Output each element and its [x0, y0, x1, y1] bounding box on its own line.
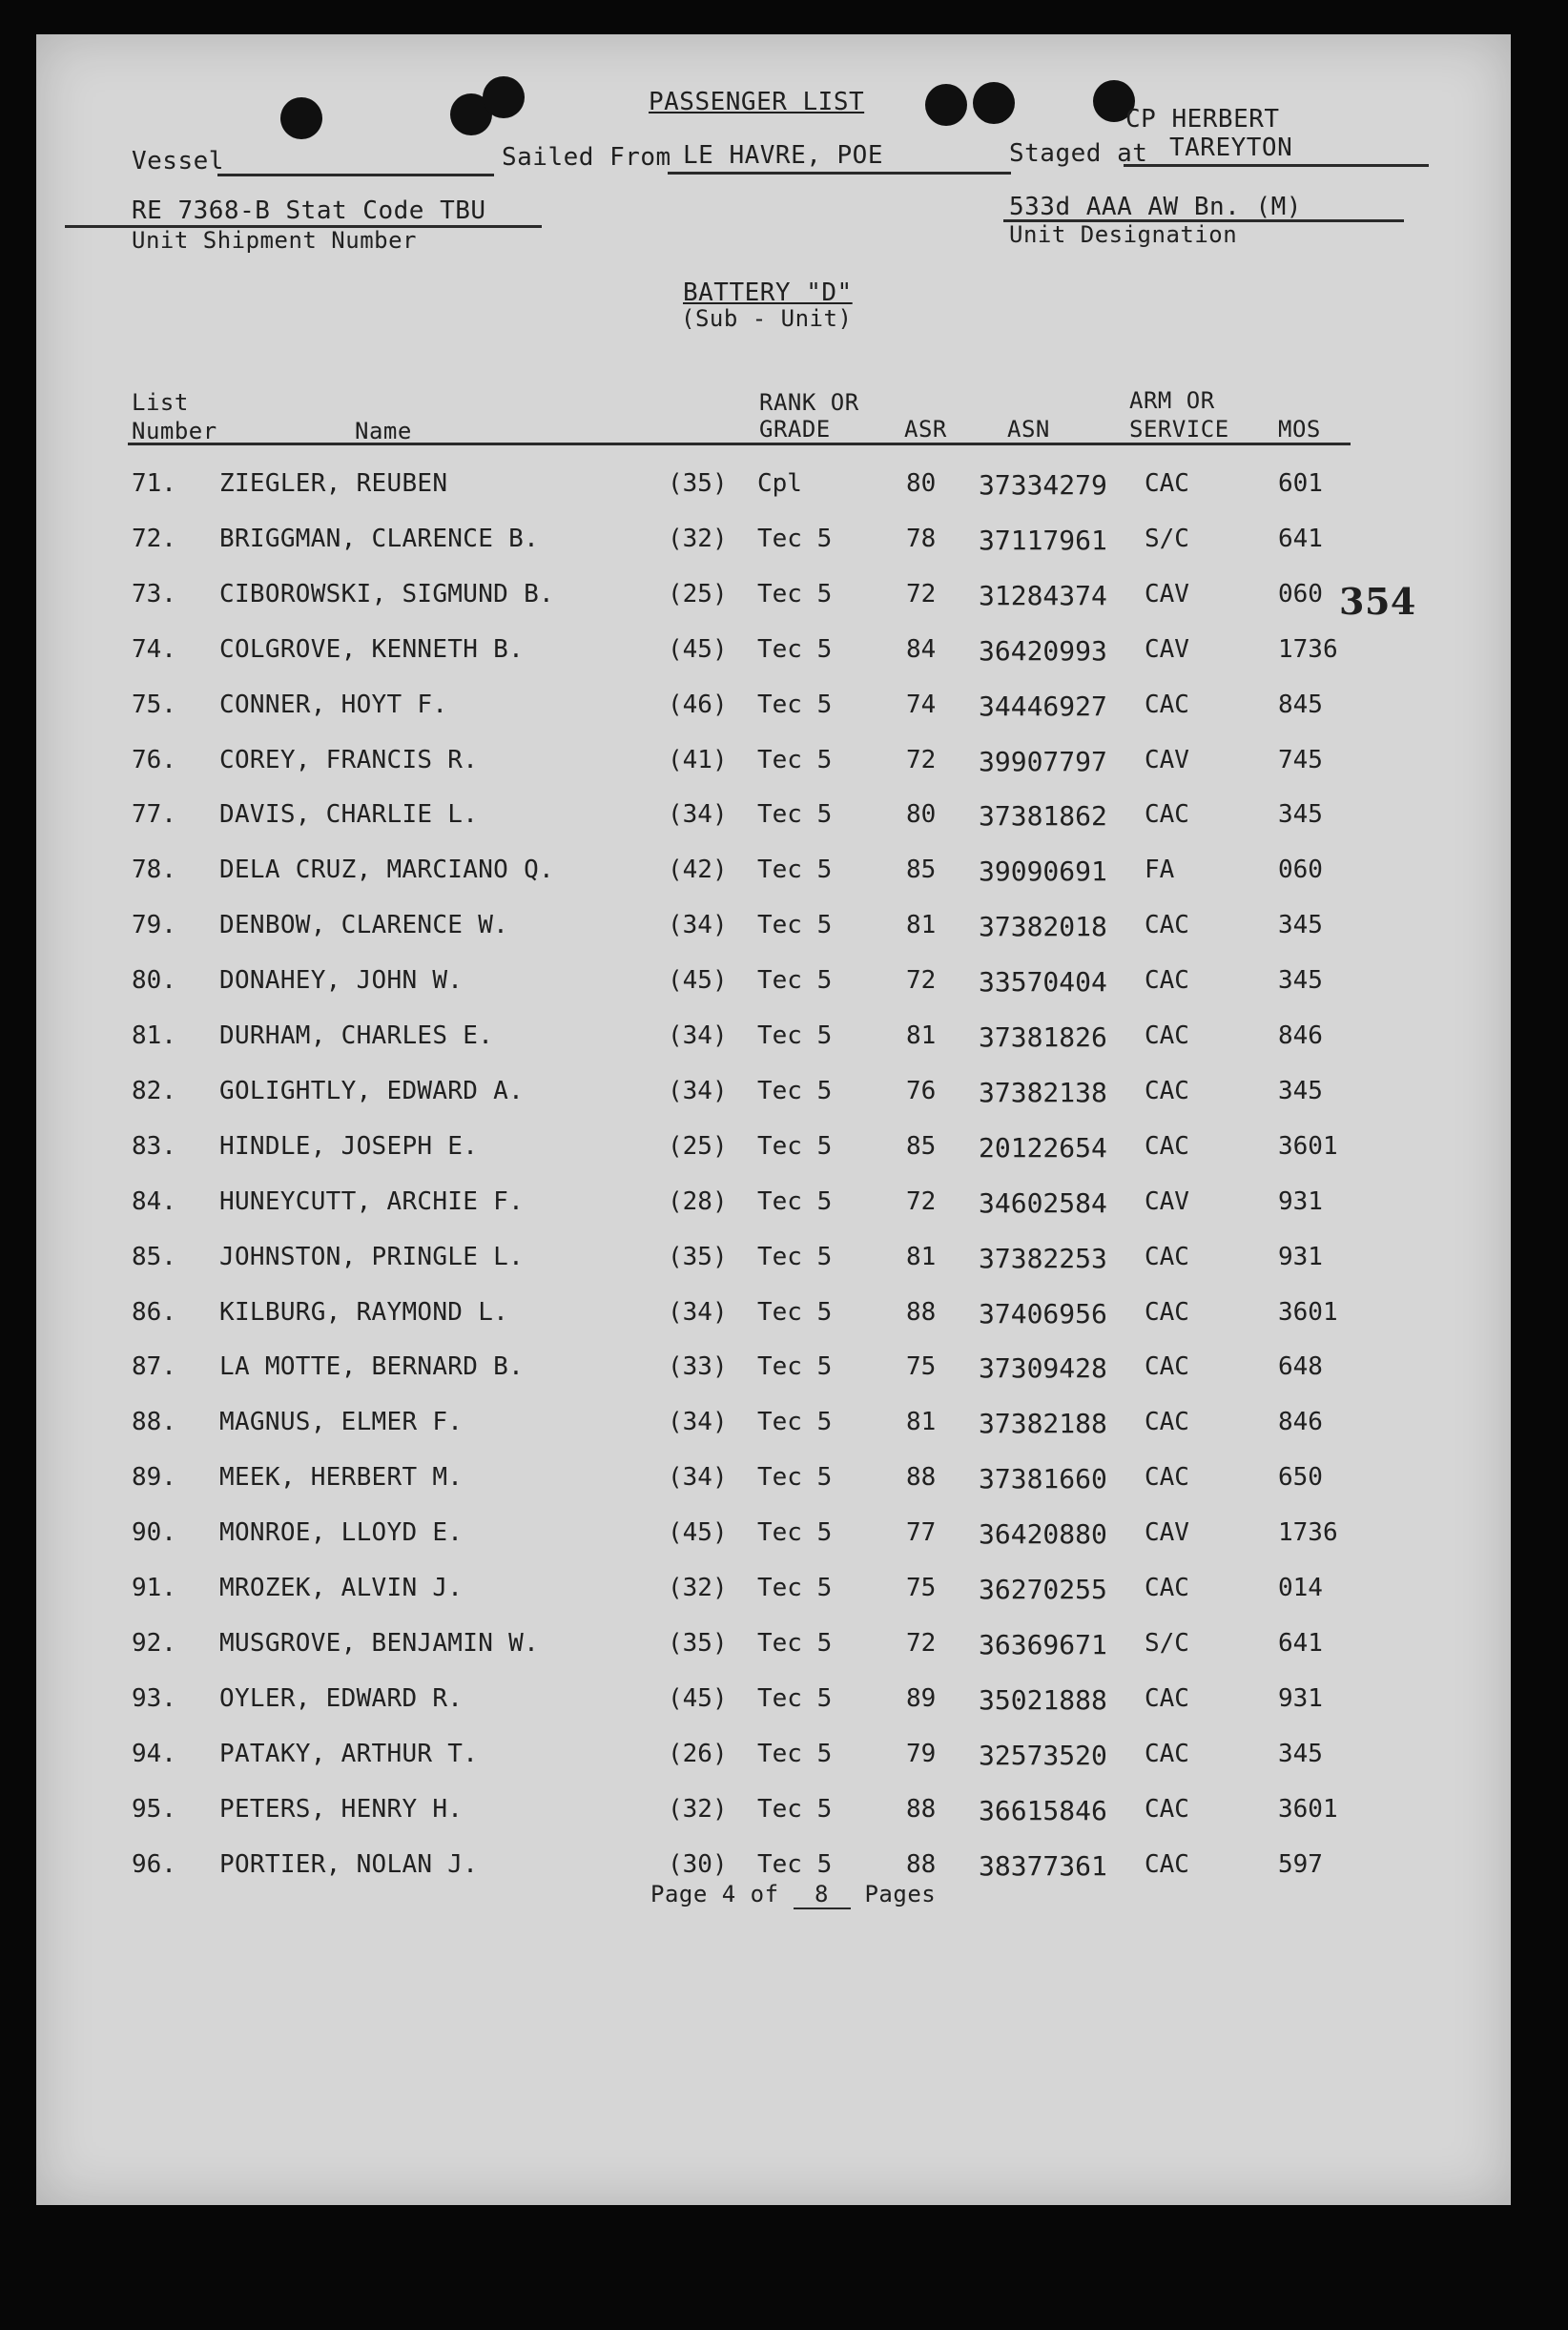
- arm-or-service: CAV: [1145, 1518, 1189, 1548]
- army-serial-number: 37381862: [979, 800, 1107, 833]
- asr-score: 89: [906, 1683, 937, 1713]
- passenger-name: ZIEGLER, REUBEN: [219, 469, 448, 498]
- rank-grade: Tec 5: [757, 1849, 833, 1879]
- list-number: 92.: [132, 1628, 176, 1658]
- age-code: (28): [668, 1186, 728, 1216]
- age-code: (45): [668, 634, 728, 664]
- passenger-name: PETERS, HENRY H.: [219, 1794, 464, 1824]
- table-row: [36, 1518, 1511, 1557]
- col-header-asr: ASR: [904, 416, 947, 443]
- staged-at-label: Staged at: [1009, 139, 1148, 168]
- of-label: of: [750, 1881, 779, 1907]
- age-code: (34): [668, 1021, 728, 1050]
- list-number: 79.: [132, 911, 176, 940]
- army-serial-number: 36270255: [979, 1574, 1107, 1605]
- age-code: (45): [668, 1518, 728, 1548]
- sailed-from-value: LE HAVRE, POE: [683, 141, 883, 170]
- list-number: 95.: [132, 1794, 176, 1824]
- unit-designation-value: 533d AAA AW Bn. (M): [1009, 193, 1302, 221]
- rank-grade: Tec 5: [757, 1297, 833, 1327]
- list-number: 96.: [132, 1849, 176, 1879]
- list-number: 82.: [132, 1076, 176, 1105]
- age-code: (46): [668, 690, 728, 719]
- table-row: [36, 966, 1511, 1004]
- unit-designation-label: Unit Designation: [1009, 221, 1238, 248]
- army-serial-number: 36420880: [979, 1518, 1107, 1551]
- mos-code: 931: [1278, 1683, 1323, 1713]
- mos-code: 1736: [1278, 1518, 1338, 1548]
- arm-or-service: CAC: [1145, 1021, 1189, 1050]
- age-code: (35): [668, 469, 728, 498]
- age-code: (25): [668, 579, 728, 608]
- asr-score: 79: [906, 1739, 937, 1768]
- army-serial-number: 37382253: [979, 1242, 1107, 1274]
- sailed-from-label: Sailed From: [502, 143, 671, 172]
- passenger-name: KILBURG, RAYMOND L.: [219, 1297, 509, 1327]
- rank-grade: Tec 5: [757, 1408, 833, 1437]
- table-row: [36, 1684, 1511, 1722]
- table-row: [36, 1408, 1511, 1446]
- mos-code: 650: [1278, 1463, 1323, 1493]
- page-label: Page: [650, 1881, 708, 1907]
- rank-grade: Tec 5: [757, 690, 833, 719]
- arm-or-service: CAC: [1145, 1463, 1189, 1493]
- list-number: 93.: [132, 1683, 176, 1713]
- rank-grade: Tec 5: [757, 634, 833, 664]
- passenger-name: GOLIGHTLY, EDWARD A.: [219, 1076, 525, 1105]
- rank-grade: Tec 5: [757, 1739, 833, 1768]
- passenger-name: BRIGGMAN, CLARENCE B.: [219, 524, 540, 553]
- army-serial-number: 36420993: [979, 634, 1107, 667]
- passenger-name: MUSGROVE, BENJAMIN W.: [219, 1628, 540, 1658]
- mos-code: 641: [1278, 524, 1323, 553]
- mos-code: 3601: [1278, 1297, 1338, 1327]
- table-row: [36, 1021, 1511, 1060]
- col-header-rank: RANK OR: [759, 389, 859, 416]
- army-serial-number: 35021888: [979, 1683, 1107, 1716]
- table-row: [36, 1077, 1511, 1115]
- mos-code: 345: [1278, 800, 1323, 830]
- arm-or-service: CAC: [1145, 1242, 1189, 1271]
- asr-score: 84: [906, 634, 937, 664]
- mos-code: 060: [1278, 856, 1323, 885]
- table-row: [36, 1574, 1511, 1612]
- passenger-name: COREY, FRANCIS R.: [219, 745, 479, 774]
- arm-or-service: CAC: [1145, 469, 1189, 498]
- age-code: (32): [668, 1794, 728, 1824]
- passenger-name: CIBOROWSKI, SIGMUND B.: [219, 579, 554, 608]
- age-code: (34): [668, 1297, 728, 1327]
- rank-grade: Tec 5: [757, 1683, 833, 1713]
- staged-at-rule: [1124, 164, 1429, 167]
- col-header-asn: ASN: [1007, 416, 1050, 443]
- arm-or-service: CAV: [1145, 634, 1189, 664]
- list-number: 81.: [132, 1021, 176, 1050]
- mos-code: 1736: [1278, 634, 1338, 664]
- table-row: [36, 746, 1511, 784]
- army-serial-number: 37334279: [979, 469, 1107, 501]
- arm-or-service: CAC: [1145, 800, 1189, 830]
- passenger-name: COLGROVE, KENNETH B.: [219, 634, 525, 664]
- list-number: 75.: [132, 690, 176, 719]
- rank-grade: Tec 5: [757, 856, 833, 885]
- list-number: 94.: [132, 1739, 176, 1768]
- table-row: [36, 1298, 1511, 1336]
- mos-code: 745: [1278, 745, 1323, 774]
- asr-score: 81: [906, 1408, 937, 1437]
- age-code: (25): [668, 1131, 728, 1161]
- table-row: [36, 1187, 1511, 1226]
- vessel-label: Vessel: [132, 147, 224, 175]
- army-serial-number: 37382138: [979, 1076, 1107, 1108]
- mos-code: 345: [1278, 1739, 1323, 1768]
- arm-or-service: CAC: [1145, 1739, 1189, 1768]
- page-footer: [650, 1881, 936, 1909]
- list-number: 80.: [132, 966, 176, 996]
- passenger-list-page: [36, 34, 1511, 2205]
- age-code: (33): [668, 1352, 728, 1382]
- army-serial-number: 37406956: [979, 1297, 1107, 1330]
- mos-code: 931: [1278, 1242, 1323, 1271]
- stamp-number: 354: [1339, 580, 1416, 623]
- asr-score: 76: [906, 1076, 937, 1105]
- arm-or-service: CAC: [1145, 911, 1189, 940]
- asr-score: 78: [906, 524, 937, 553]
- army-serial-number: 39090691: [979, 856, 1107, 888]
- sub-unit-label: (Sub - Unit): [681, 305, 853, 332]
- list-number: 77.: [132, 800, 176, 830]
- list-number: 89.: [132, 1463, 176, 1493]
- passenger-name: PATAKY, ARTHUR T.: [219, 1739, 479, 1768]
- arm-or-service: CAC: [1145, 1683, 1189, 1713]
- passenger-name: HUNEYCUTT, ARCHIE F.: [219, 1186, 525, 1216]
- list-number: 88.: [132, 1408, 176, 1437]
- army-serial-number: 34446927: [979, 690, 1107, 722]
- army-serial-number: 39907797: [979, 745, 1107, 777]
- mos-code: 014: [1278, 1574, 1323, 1602]
- age-code: (34): [668, 1408, 728, 1437]
- asr-score: 81: [906, 1021, 937, 1050]
- table-row: [36, 856, 1511, 894]
- asr-score: 72: [906, 1628, 937, 1658]
- age-code: (45): [668, 1683, 728, 1713]
- rank-grade: Tec 5: [757, 745, 833, 774]
- list-number: 87.: [132, 1352, 176, 1382]
- punch-hole: [483, 76, 525, 118]
- table-row: [36, 1795, 1511, 1833]
- arm-or-service: CAC: [1145, 1297, 1189, 1327]
- asr-score: 88: [906, 1463, 937, 1493]
- mos-code: 931: [1278, 1186, 1323, 1216]
- age-code: (42): [668, 856, 728, 885]
- arm-or-service: CAC: [1145, 1794, 1189, 1824]
- list-number: 74.: [132, 634, 176, 664]
- list-number: 86.: [132, 1297, 176, 1327]
- arm-or-service: CAC: [1145, 1408, 1189, 1437]
- army-serial-number: 37309428: [979, 1352, 1107, 1385]
- punch-hole: [973, 82, 1015, 124]
- age-code: (32): [668, 524, 728, 553]
- rank-grade: Tec 5: [757, 1242, 833, 1271]
- passenger-name: DURHAM, CHARLES E.: [219, 1021, 494, 1050]
- asr-score: 72: [906, 579, 937, 608]
- sailed-from-rule: [668, 172, 1011, 175]
- passenger-name: HINDLE, JOSEPH E.: [219, 1131, 479, 1161]
- rank-grade: Tec 5: [757, 579, 833, 608]
- age-code: (34): [668, 911, 728, 940]
- rank-grade: Tec 5: [757, 1131, 833, 1161]
- arm-or-service: S/C: [1145, 1628, 1189, 1658]
- passenger-name: DONAHEY, JOHN W.: [219, 966, 464, 996]
- total-pages: 8: [794, 1881, 851, 1909]
- mos-code: 846: [1278, 1408, 1323, 1437]
- arm-or-service: CAC: [1145, 1352, 1189, 1382]
- mos-code: 597: [1278, 1849, 1323, 1879]
- arm-or-service: CAV: [1145, 579, 1189, 608]
- army-serial-number: 34602584: [979, 1186, 1107, 1219]
- mos-code: 345: [1278, 911, 1323, 940]
- page-title: PASSENGER LIST: [649, 88, 865, 116]
- col-header-arm: ARM OR: [1129, 387, 1215, 414]
- passenger-name: DELA CRUZ, MARCIANO Q.: [219, 856, 554, 885]
- list-number: 71.: [132, 469, 176, 498]
- table-row: [36, 800, 1511, 838]
- army-serial-number: 36369671: [979, 1628, 1107, 1660]
- age-code: (30): [668, 1849, 728, 1879]
- asr-score: 77: [906, 1518, 937, 1548]
- list-number: 90.: [132, 1518, 176, 1548]
- mos-code: 846: [1278, 1021, 1323, 1050]
- arm-or-service: CAC: [1145, 1574, 1189, 1602]
- rank-grade: Tec 5: [757, 1794, 833, 1824]
- table-row: [36, 635, 1511, 673]
- col-header-name: Name: [355, 418, 412, 444]
- rank-grade: Tec 5: [757, 1518, 833, 1548]
- table-row: [36, 580, 1511, 618]
- table-row: [36, 1132, 1511, 1170]
- asr-score: 80: [906, 469, 937, 498]
- asr-score: 88: [906, 1794, 937, 1824]
- punch-hole: [280, 97, 322, 139]
- age-code: (35): [668, 1628, 728, 1658]
- asr-score: 75: [906, 1352, 937, 1382]
- list-number: 84.: [132, 1186, 176, 1216]
- col-header-number: Number: [132, 418, 217, 444]
- mos-code: 648: [1278, 1352, 1323, 1382]
- passenger-name: DENBOW, CLARENCE W.: [219, 911, 509, 940]
- army-serial-number: 38377361: [979, 1849, 1107, 1882]
- rank-grade: Tec 5: [757, 524, 833, 553]
- age-code: (32): [668, 1574, 728, 1602]
- punch-hole: [925, 84, 967, 126]
- vessel-rule: [217, 174, 494, 176]
- arm-or-service: CAC: [1145, 690, 1189, 719]
- rank-grade: Tec 5: [757, 1574, 833, 1602]
- passenger-name: MAGNUS, ELMER F.: [219, 1408, 464, 1437]
- col-header-grade: GRADE: [759, 416, 831, 443]
- mos-code: 845: [1278, 690, 1323, 719]
- col-header-service: SERVICE: [1129, 416, 1229, 443]
- asr-score: 72: [906, 1186, 937, 1216]
- mos-code: 601: [1278, 469, 1323, 498]
- age-code: (34): [668, 1463, 728, 1493]
- col-header-list: List: [132, 389, 189, 416]
- age-code: (34): [668, 800, 728, 830]
- rank-grade: Tec 5: [757, 1628, 833, 1658]
- army-serial-number: 20122654: [979, 1131, 1107, 1164]
- table-row: [36, 911, 1511, 949]
- arm-or-service: CAC: [1145, 1076, 1189, 1105]
- arm-or-service: FA: [1145, 856, 1175, 885]
- army-serial-number: 33570404: [979, 966, 1107, 999]
- rank-grade: Tec 5: [757, 800, 833, 830]
- header-rule: [128, 443, 1351, 445]
- asr-score: 75: [906, 1574, 937, 1602]
- table-row: [36, 525, 1511, 563]
- list-number: 73.: [132, 579, 176, 608]
- passenger-name: JOHNSTON, PRINGLE L.: [219, 1242, 525, 1271]
- rank-grade: Tec 5: [757, 1463, 833, 1493]
- mos-code: 060: [1278, 579, 1323, 608]
- arm-or-service: CAC: [1145, 966, 1189, 996]
- passenger-name: MONROE, LLOYD E.: [219, 1518, 464, 1548]
- table-row: [36, 1629, 1511, 1667]
- passenger-name: LA MOTTE, BERNARD B.: [219, 1352, 525, 1382]
- asr-score: 81: [906, 911, 937, 940]
- asr-score: 85: [906, 856, 937, 885]
- army-serial-number: 36615846: [979, 1794, 1107, 1826]
- passenger-name: CONNER, HOYT F.: [219, 690, 448, 719]
- arm-or-service: CAC: [1145, 1849, 1189, 1879]
- passenger-name: MEEK, HERBERT M.: [219, 1463, 464, 1493]
- table-row: [36, 1352, 1511, 1391]
- mos-code: 345: [1278, 966, 1323, 996]
- sub-unit-value: BATTERY "D": [683, 278, 853, 307]
- list-number: 72.: [132, 524, 176, 553]
- rank-grade: Tec 5: [757, 966, 833, 996]
- table-row: [36, 1740, 1511, 1778]
- asr-score: 85: [906, 1131, 937, 1161]
- age-code: (45): [668, 966, 728, 996]
- rank-grade: Cpl: [757, 469, 802, 498]
- mos-code: 3601: [1278, 1794, 1338, 1824]
- table-row: [36, 469, 1511, 507]
- rank-grade: Tec 5: [757, 1186, 833, 1216]
- list-number: 83.: [132, 1131, 176, 1161]
- list-number: 91.: [132, 1574, 176, 1602]
- asr-score: 88: [906, 1849, 937, 1879]
- army-serial-number: 37381660: [979, 1463, 1107, 1495]
- staged-at-value-1: CP HERBERT: [1125, 105, 1280, 134]
- arm-or-service: CAC: [1145, 1131, 1189, 1161]
- table-row: [36, 691, 1511, 729]
- asr-score: 72: [906, 966, 937, 996]
- unit-shipment-label: Unit Shipment Number: [132, 227, 417, 254]
- age-code: (41): [668, 745, 728, 774]
- page-number: 4: [721, 1881, 736, 1907]
- arm-or-service: CAV: [1145, 745, 1189, 774]
- rank-grade: Tec 5: [757, 1021, 833, 1050]
- army-serial-number: 37382018: [979, 911, 1107, 943]
- mos-code: 641: [1278, 1628, 1323, 1658]
- asr-score: 74: [906, 690, 937, 719]
- asr-score: 80: [906, 800, 937, 830]
- mos-code: 345: [1278, 1076, 1323, 1105]
- army-serial-number: 31284374: [979, 579, 1107, 611]
- arm-or-service: S/C: [1145, 524, 1189, 553]
- passenger-name: MROZEK, ALVIN J.: [219, 1574, 464, 1602]
- asr-score: 72: [906, 745, 937, 774]
- col-header-mos: MOS: [1278, 416, 1321, 443]
- list-number: 78.: [132, 856, 176, 885]
- asr-score: 81: [906, 1242, 937, 1271]
- army-serial-number: 32573520: [979, 1739, 1107, 1771]
- army-serial-number: 37381826: [979, 1021, 1107, 1053]
- list-number: 76.: [132, 745, 176, 774]
- rank-grade: Tec 5: [757, 911, 833, 940]
- age-code: (26): [668, 1739, 728, 1768]
- rank-grade: Tec 5: [757, 1076, 833, 1105]
- table-row: [36, 1463, 1511, 1501]
- age-code: (35): [668, 1242, 728, 1271]
- unit-shipment-value: RE 7368-B Stat Code TBU: [132, 196, 486, 225]
- staged-at-value-2: TAREYTON: [1169, 134, 1293, 162]
- asr-score: 88: [906, 1297, 937, 1327]
- age-code: (34): [668, 1076, 728, 1105]
- passenger-name: DAVIS, CHARLIE L.: [219, 800, 479, 830]
- table-row: [36, 1243, 1511, 1281]
- pages-label: Pages: [864, 1881, 937, 1907]
- passenger-name: PORTIER, NOLAN J.: [219, 1849, 479, 1879]
- arm-or-service: CAV: [1145, 1186, 1189, 1216]
- mos-code: 3601: [1278, 1131, 1338, 1161]
- army-serial-number: 37382188: [979, 1408, 1107, 1440]
- army-serial-number: 37117961: [979, 524, 1107, 556]
- passenger-name: OYLER, EDWARD R.: [219, 1683, 464, 1713]
- rank-grade: Tec 5: [757, 1352, 833, 1382]
- list-number: 85.: [132, 1242, 176, 1271]
